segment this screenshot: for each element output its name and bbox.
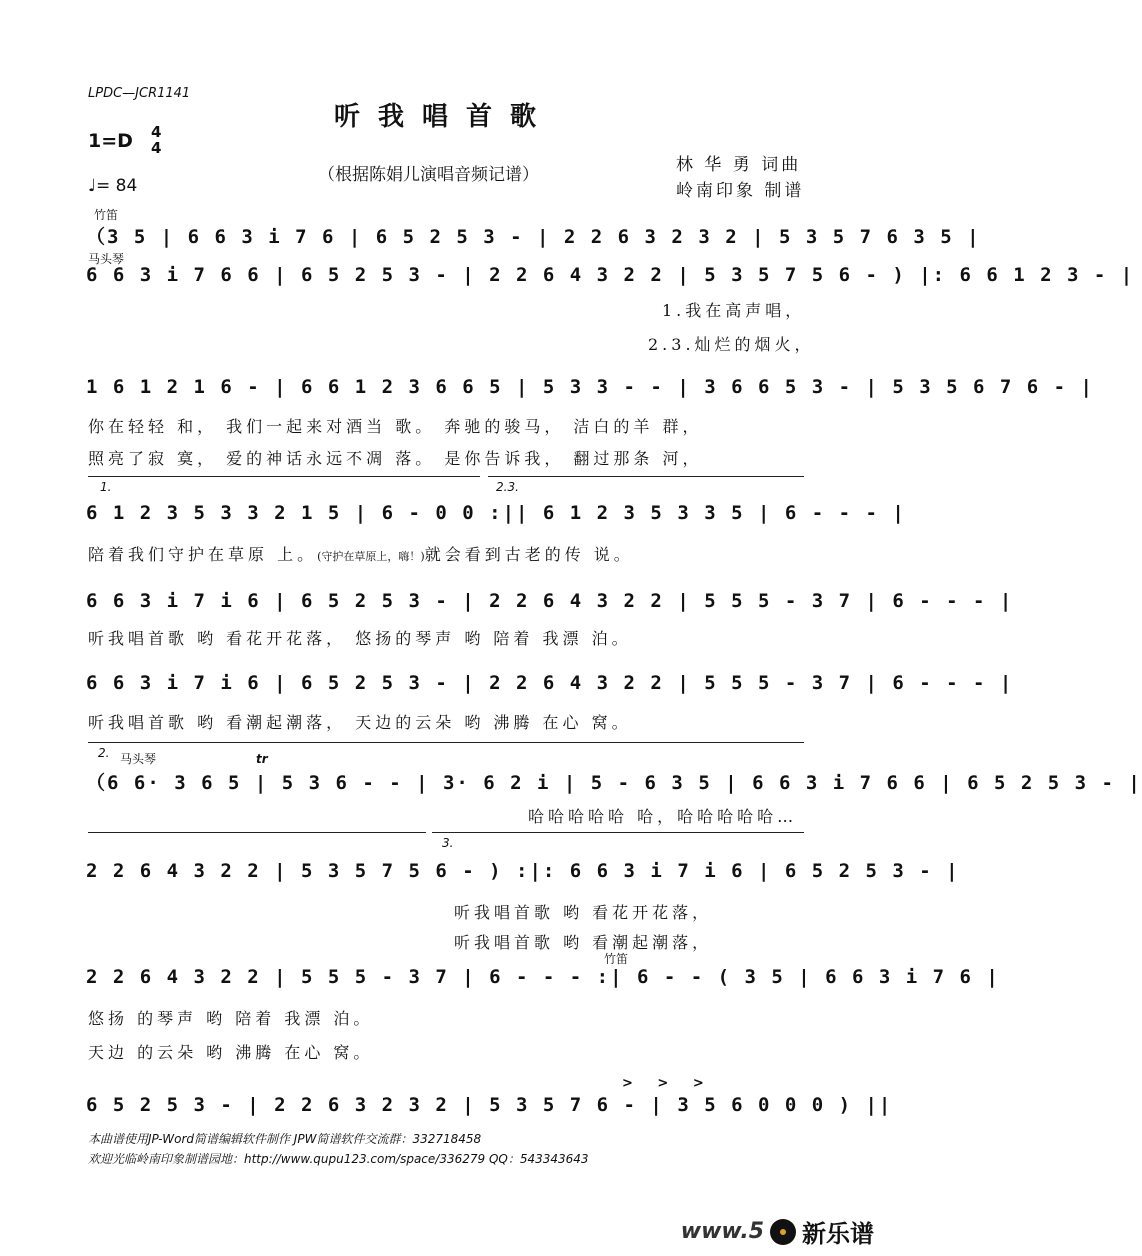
volta-bracket-3 <box>432 832 804 833</box>
time-signature <box>151 124 161 156</box>
lyric-line: 你在轻轻 和， 我们一起来对酒当 歌。 奔驰的骏马， 洁白的羊 群， <box>88 417 703 436</box>
watermark-brand: 新乐谱 <box>802 1220 874 1248</box>
tempo-marking: ♩= 84 <box>88 176 138 196</box>
score-code: LPDC—JCR1141 <box>88 86 191 101</box>
notation-line-8: 2 2 6 4 3 2 2 | 5 3 5 7 5 6 - ) :|: 6 6 3 i 7 i 6 | 6 5 2 5 3 - | <box>86 860 960 882</box>
song-title: 听我唱首歌 <box>333 102 554 132</box>
lyric-line: 听我唱首歌 哟 看潮起潮落， 天边的云朵 哟 沸腾 在心 窝。 <box>88 713 632 732</box>
lyric-line: 照亮了寂 寞， 爱的神话永远不凋 落。 是你告诉我， 翻过那条 河， <box>88 449 703 468</box>
volta-1-label: 1. <box>100 480 112 494</box>
watermark-logo <box>681 1214 874 1249</box>
notation-line-4: 6 1 2 3 5 3 3 2 1 5 | 6 - 0 0 :|| 6 1 2 3 5 3 3 5 | 6 - - - | <box>86 502 906 524</box>
lyric-tail: 就会看到古老的传 说。 <box>424 545 634 564</box>
volta-bracket-2-end <box>88 832 426 833</box>
lyric-line: 天边 的云朵 哟 沸腾 在心 窝。 <box>88 1043 374 1062</box>
lyric-line: 哈哈哈哈哈 哈，哈哈哈哈哈… <box>528 807 798 826</box>
lyric-line: 听我唱首歌 哟 看花开花落， 悠扬的琴声 哟 陪着 我漂 泊。 <box>88 629 632 648</box>
key-signature: 1=D <box>88 130 133 152</box>
watermark-url: www.5 <box>680 1219 764 1244</box>
notation-line-1: （3 5 | 6 6 3 i 7 6 | 6 5 2 5 3 - | 2 2 6 3 2 3 2 | 5 3 5 7 6 3 5 | <box>86 226 981 248</box>
volta-3-label: 3. <box>442 836 454 850</box>
notation-line-10: 6 5 2 5 3 - | 2 2 6 3 2 3 2 | 5 3 5 7 6 - | 3 5 6 0 0 0 ) || <box>86 1094 893 1116</box>
trill-mark: tr <box>256 752 268 766</box>
accent-marks: > > > <box>622 1076 714 1091</box>
lyric-main: 陪着我们守护在草原 上。 <box>88 545 318 564</box>
footer-line-2: 欢迎光临岭南印象制谱园地：http://www.qupu123.com/space/336279 QQ：543343643 <box>88 1152 589 1166</box>
notation-line-9: 2 2 6 4 3 2 2 | 5 5 5 - 3 7 | 6 - - - :| 6 - - ( 3 5 | 6 6 3 i 7 6 | <box>86 966 1000 988</box>
credit-arranger: 岭南印象 制谱 <box>676 181 805 201</box>
lyric-verse-23-start: 2.3.灿烂的烟火， <box>648 335 815 354</box>
volta-23-label: 2.3. <box>496 480 519 494</box>
footer-line-1: 本曲谱使用JP-Word简谱编辑软件制作 JPW简谱软件交流群：332718458 <box>88 1132 482 1146</box>
volta-bracket-1 <box>88 476 480 477</box>
notation-line-6: 6 6 3 i 7 i 6 | 6 5 2 5 3 - | 2 2 6 4 3 2 2 | 5 5 5 - 3 7 | 6 - - - | <box>86 672 1014 694</box>
instrument-label: 竹笛 <box>604 952 629 966</box>
lyric-line <box>88 542 634 565</box>
volta-bracket-2 <box>88 742 804 743</box>
volta-2-label: 2. <box>98 746 110 760</box>
time-signature-bottom: 4 <box>151 139 162 157</box>
lyric-line: 听我唱首歌 哟 看潮起潮落， <box>454 933 713 952</box>
vinyl-disc-icon <box>770 1219 796 1245</box>
notation-line-3: 1 6 1 2 1 6 - | 6 6 1 2 3 6 6 5 | 5 3 3 - - | 3 6 6 5 3 - | 5 3 5 6 7 6 - | <box>86 376 1094 398</box>
instrument-label: 马头琴 <box>88 252 125 266</box>
notation-line-2: 6 6 3 i 7 6 6 | 6 5 2 5 3 - | 2 2 6 4 3 2 2 | 5 3 5 7 5 6 - ) |: 6 6 1 2 3 - | <box>86 264 1135 286</box>
notation-line-5: 6 6 3 i 7 i 6 | 6 5 2 5 3 - | 2 2 6 4 3 2 2 | 5 5 5 - 3 7 | 6 - - - | <box>86 590 1014 612</box>
lyric-verse-1-start: 1.我在高声唱， <box>662 301 806 320</box>
subtitle: （根据陈娟儿演唱音频记谱） <box>318 165 539 185</box>
instrument-label: 竹笛 <box>94 208 119 222</box>
credit-author: 林 华 勇 词曲 <box>676 155 802 175</box>
lyric-line: 听我唱首歌 哟 看花开花落， <box>454 903 713 922</box>
lyric-line: 悠扬 的琴声 哟 陪着 我漂 泊。 <box>88 1009 374 1028</box>
time-signature-top: 4 <box>151 123 162 141</box>
lyric-aside: (守护在草原上，嗨！) <box>317 550 425 563</box>
notation-line-7: （6 6· 3 6 5 | 5 3 6 - - | 3· 6 2 i | 5 - 6 3 5 | 6 6 3 i 7 6 6 | 6 5 2 5 3 - | <box>86 772 1142 794</box>
instrument-label: 马头琴 <box>120 752 157 766</box>
volta-bracket-23 <box>488 476 804 477</box>
